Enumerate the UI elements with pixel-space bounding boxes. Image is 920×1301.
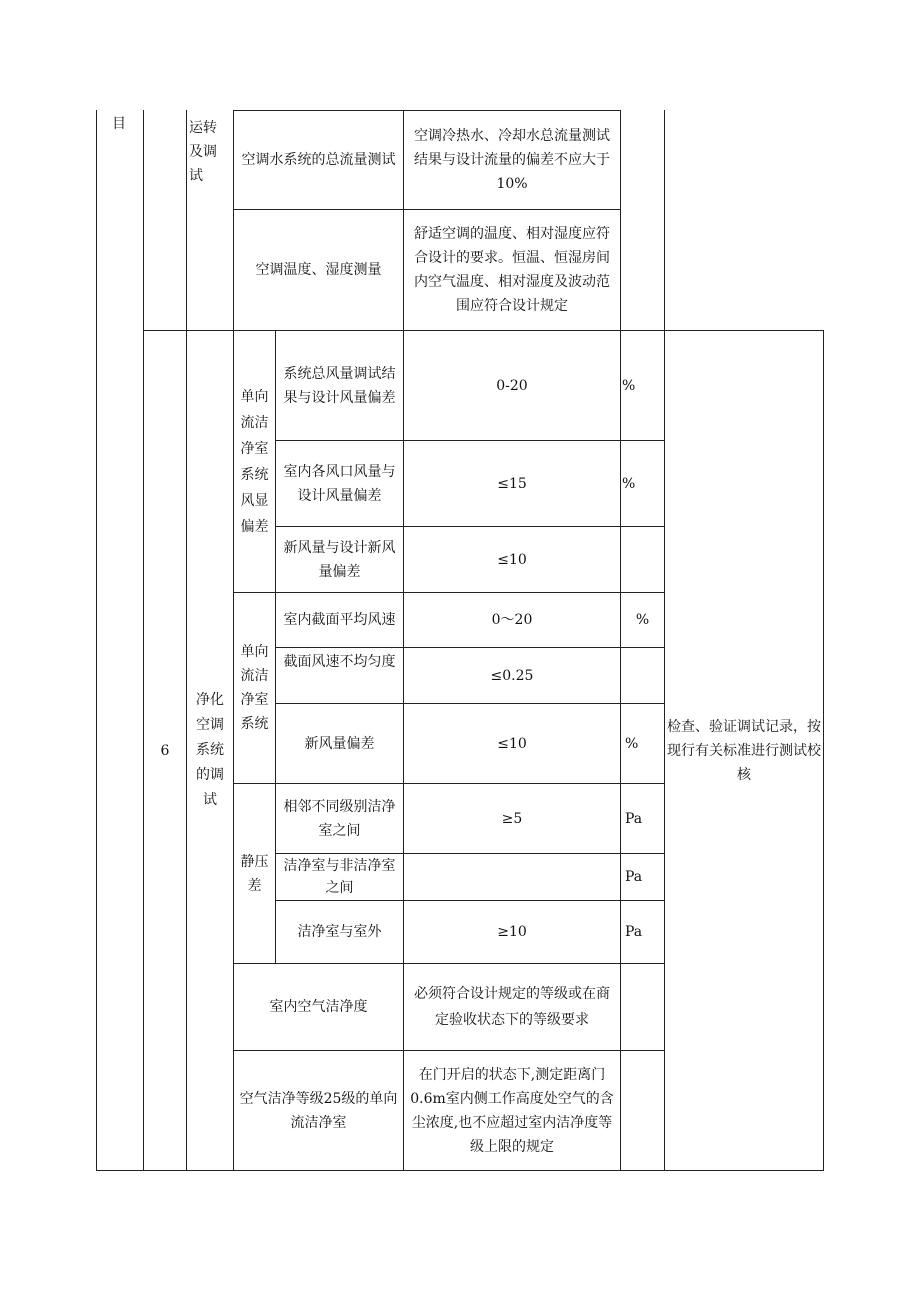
subgroup-label-static-pressure: 静压差	[240, 853, 269, 894]
item-unit	[621, 527, 664, 592]
item-label: 室内各风口风量与设计风量偏差	[283, 463, 396, 504]
table-border-right	[823, 330, 824, 1171]
group-label-cleanroom: 净化空调系统的调试	[196, 692, 224, 808]
requirement-class25: 在门开启的状态下,测定距离门0.6m室内侧工作高度处空气的含尘浓度,也不应超过室内洁净度等级上限的规定	[410, 1066, 614, 1155]
item-label: 新风量与设计新风量偏差	[283, 539, 396, 580]
item-unit: Pa	[625, 869, 643, 885]
subgroup-label-air-volume: 单向流洁净室系统风显偏差	[240, 388, 269, 535]
subgroup-label-unidirectional: 单向流洁净室系统	[240, 644, 269, 732]
item-label: 新风量偏差	[304, 735, 375, 752]
item-value: 0-20	[496, 377, 528, 394]
group-label-operation: 运转及调试	[189, 120, 217, 184]
item-value: ≤15	[497, 475, 527, 492]
category-label: 目	[112, 116, 126, 132]
item-unit	[621, 648, 664, 703]
item-value: ≤0.25	[490, 667, 534, 684]
item-value	[404, 854, 620, 900]
item-label: 相邻不同级别洁净室之间	[283, 798, 396, 839]
table-border-bottom	[96, 1170, 824, 1171]
item-label: 洁净室与非洁净室之间	[283, 858, 396, 896]
item-value: ≤10	[497, 551, 527, 568]
requirement-cleanliness: 必须符合设计规定的等级或在商定验收状态下的等级要求	[414, 986, 610, 1028]
item-unit: Pa	[625, 924, 643, 940]
item-unit: %	[622, 377, 636, 394]
requirement-temp-humidity: 舒适空调的温度、相对湿度应符合设计的要求。恒温、恒湿房间内空气温度、相对湿度及波动范围应符合设计规定	[414, 226, 610, 314]
item-unit: %	[622, 475, 636, 492]
item-class25: 空气洁净等级25级的单向流洁净室	[239, 1090, 398, 1131]
item-value: 0～20	[491, 612, 533, 628]
item-temp-humidity: 空调温度、湿度测量	[255, 262, 382, 278]
item-total-flow: 空调水系统的总流量测试	[241, 152, 396, 168]
item-label: 截面风速不均匀度	[283, 654, 396, 670]
item-label: 洁净室与室外	[297, 924, 382, 940]
item-unit: %	[635, 612, 650, 628]
item-label: 室内截面平均风速	[283, 612, 396, 628]
table-border-left	[96, 110, 97, 1171]
inspection-method: 检查、验证调试记录，按现行有关标准进行测试校核	[667, 718, 821, 783]
item-cleanliness: 室内空气洁净度	[269, 999, 368, 1015]
sequence-number: 6	[160, 742, 170, 759]
item-unit: Pa	[625, 810, 643, 827]
item-unit: %	[625, 735, 639, 752]
item-value: ≥5	[501, 810, 523, 827]
item-value: ≤10	[497, 735, 527, 752]
requirement-total-flow: 空调冷热水、冷却水总流量测试结果与设计流量的偏差不应大于10%	[414, 128, 610, 192]
item-value: ≥10	[497, 924, 527, 940]
item-label: 系统总风量调试结果与设计风量偏差	[283, 365, 396, 406]
